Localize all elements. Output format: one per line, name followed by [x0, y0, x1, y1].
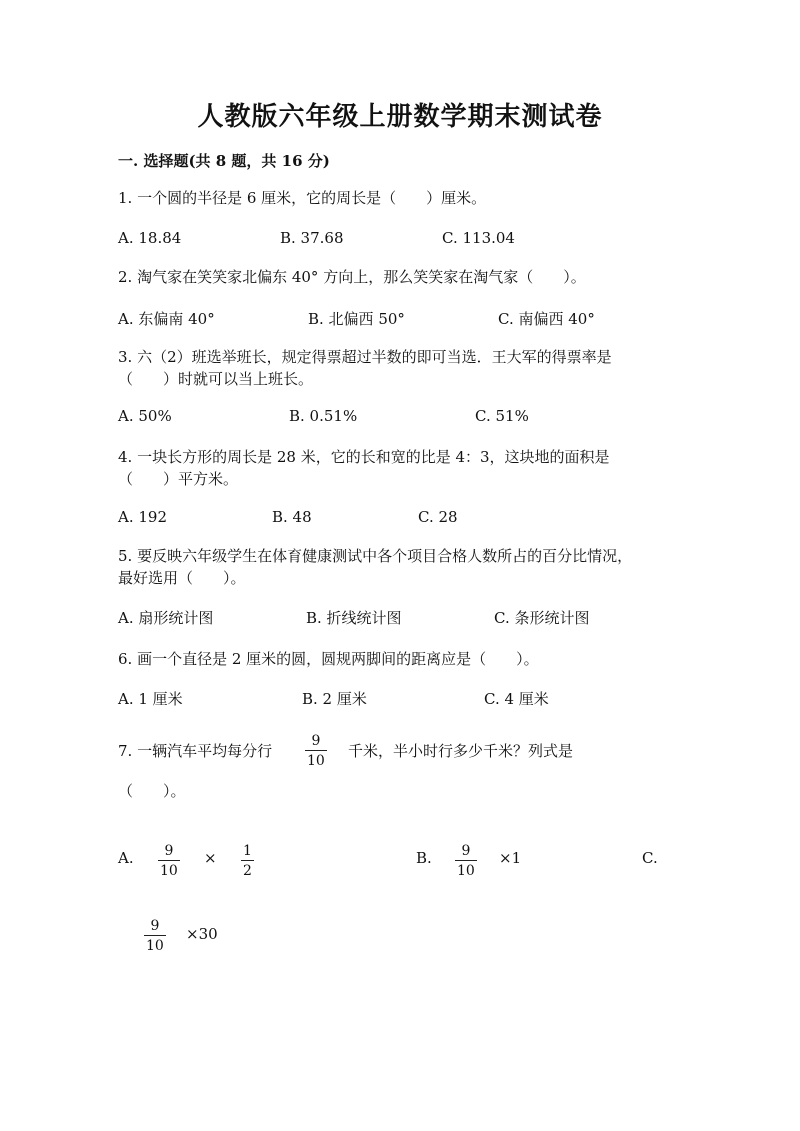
section-heading: 一. 选择题(共 8 题，共 16 分) — [118, 152, 330, 170]
question-text-line-1: 5. 要反映六年级学生在体育健康测试中各个项目合格人数所占的百分比情况， — [118, 547, 633, 565]
option-b: B. 2 厘米 — [302, 690, 367, 708]
question-text: 6. 画一个直径是 2 厘米的圆，圆规两脚间的距离应是（ ）。 — [118, 650, 539, 668]
fraction — [305, 733, 327, 769]
option-c: C. 113.04 — [442, 229, 515, 247]
fraction-denominator: 10 — [307, 753, 325, 769]
question-text-line-2: （ ）平方米。 — [118, 470, 239, 488]
option-b-fraction — [455, 843, 477, 879]
fraction-bar — [241, 860, 254, 861]
option-a: A. 192 — [118, 508, 167, 526]
fraction-denominator: 10 — [146, 938, 164, 954]
fraction-bar — [455, 860, 477, 861]
fraction-numerator: 9 — [150, 918, 160, 934]
fraction-numerator: 1 — [243, 843, 252, 859]
question-text: 1. 一个圆的半径是 6 厘米，它的周长是（ ）厘米。 — [118, 189, 487, 207]
option-a: A. 扇形统计图 — [118, 609, 214, 627]
option-b: B. 48 — [272, 508, 312, 526]
question-text-line-2: 最好选用（ ）。 — [118, 569, 246, 587]
option-b-expression: ×1 — [499, 849, 522, 867]
fraction-bar — [305, 750, 327, 751]
fraction-bar — [158, 860, 180, 861]
fraction-numerator: 9 — [311, 733, 321, 749]
fraction-denominator: 10 — [457, 863, 475, 879]
option-b: B. 北偏西 50° — [308, 310, 405, 328]
fraction-bar — [144, 935, 166, 936]
fraction-denominator: 10 — [160, 863, 178, 879]
question-text-line-1: 3. 六（2）班选举班长，规定得票超过半数的即可当选．王大军的得票率是 — [118, 348, 612, 366]
option-c-label: C. — [642, 849, 658, 867]
fraction-numerator: 9 — [164, 843, 174, 859]
option-c: C. 51% — [475, 407, 529, 425]
question-text-prefix: 7. 一辆汽车平均每分行 — [118, 742, 273, 760]
option-b: B. 37.68 — [280, 229, 344, 247]
option-b-label: B. — [416, 849, 432, 867]
option-a: A. 1 厘米 — [118, 690, 183, 708]
option-a-label: A. — [118, 849, 134, 867]
option-a: A. 18.84 — [118, 229, 182, 247]
option-a-operator: × — [204, 849, 217, 867]
option-b: B. 折线统计图 — [306, 609, 402, 627]
fraction-denominator: 2 — [243, 863, 252, 879]
question-text-suffix: 千米，半小时行多少千米？列式是 — [348, 742, 574, 760]
option-a: A. 50% — [118, 407, 172, 425]
option-c: C. 条形统计图 — [494, 609, 590, 627]
option-a-fraction-1 — [158, 843, 180, 879]
option-c-expression: ×30 — [186, 925, 218, 943]
question-text-line-2: （ ）时就可以当上班长。 — [118, 370, 314, 388]
option-c: C. 4 厘米 — [484, 690, 549, 708]
option-b: B. 0.51% — [289, 407, 358, 425]
page-title: 人教版六年级上册数学期末测试卷 — [197, 102, 603, 132]
option-c: C. 南偏西 40° — [498, 310, 595, 328]
question-text: 2. 淘气家在笑笑家北偏东 40° 方向上，那么笑笑家在淘气家（ ）。 — [118, 268, 586, 286]
question-text-line-1: 4. 一块长方形的周长是 28 米，它的长和宽的比是 4：3，这块地的面积是 — [118, 448, 610, 466]
option-c: C. 28 — [418, 508, 458, 526]
fraction-numerator: 9 — [461, 843, 471, 859]
option-c-fraction — [144, 918, 166, 954]
option-a-fraction-2 — [241, 843, 254, 879]
option-a: A. 东偏南 40° — [118, 310, 215, 328]
question-text-line-2: （ ）。 — [118, 782, 186, 800]
